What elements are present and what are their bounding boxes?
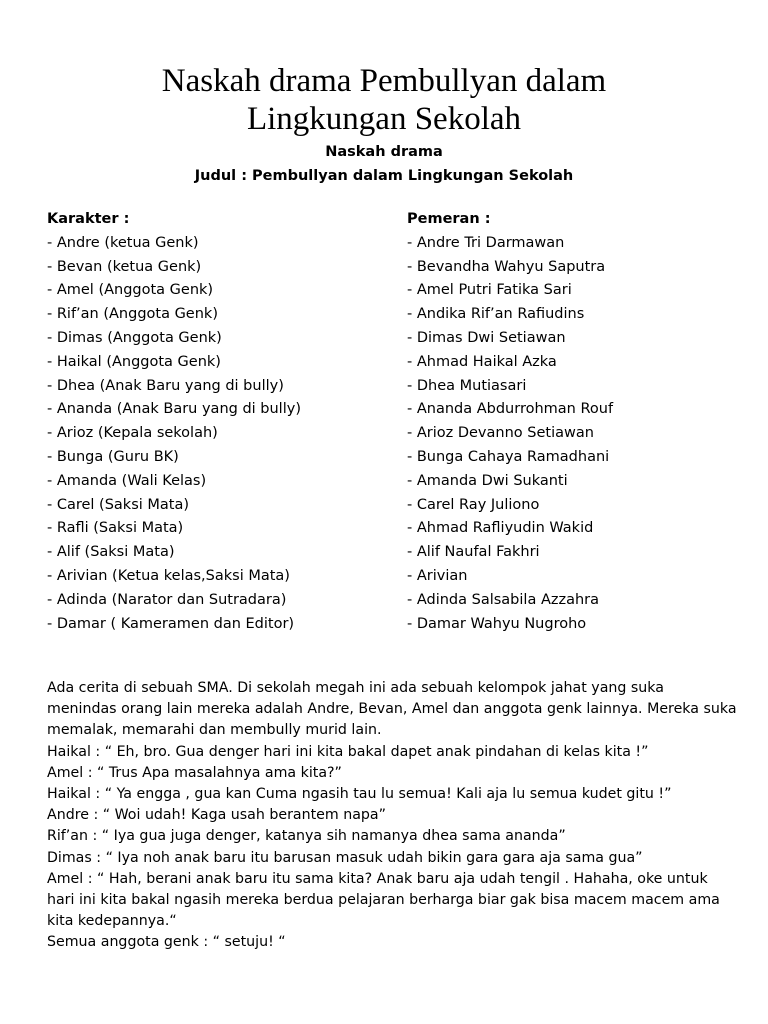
karakter-list [47, 232, 387, 637]
pemeran-header: Pemeran : [407, 211, 491, 227]
karakter-item: - Ananda (Anak Baru yang di bully) [47, 401, 301, 418]
pemeran-item: - Amanda Dwi Sukanti [407, 472, 568, 489]
karakter-item: - Alif (Saksi Mata) [47, 544, 175, 561]
narration-paragraph: Ada cerita di sebuah SMA. Di sekolah megah ini ada sebuah kelompok jahat yang suka menindas orang lain mereka adalah Andre, Bevan, Amel dan anggota genk lainnya. Mereka suka memalak, memarahi dan membully murid lain. [47, 680, 737, 739]
pemeran-column [407, 208, 747, 636]
pemeran-item: - Damar Wahyu Nugroho [407, 615, 587, 632]
document-subtitle: Naskah drama [325, 144, 443, 160]
dialogue-line: Amel : “ Trus Apa masalahnya ama kita?” [47, 764, 342, 781]
karakter-item: - Arivian (Ketua kelas,Saksi Mata) [47, 567, 290, 584]
dialogue-line: Andre : “ Woi udah! Kaga usah berantem napa” [47, 807, 386, 824]
pemeran-item: - Andre Tri Darmawan [407, 234, 565, 251]
pemeran-item: - Bevandha Wahyu Saputra [407, 258, 606, 275]
document-judul: Judul : Pembullyan dalam Lingkungan Sekolah [194, 168, 574, 184]
dialogue-line: Semua anggota genk : “ setuju! “ [47, 934, 286, 951]
karakter-item: - Amel (Anggota Genk) [47, 282, 214, 299]
karakter-item: - Rif’an (Anggota Genk) [47, 306, 218, 323]
pemeran-item: - Alif Naufal Fakhri [407, 544, 540, 561]
pemeran-item: - Bunga Cahaya Ramadhani [407, 448, 610, 465]
karakter-item: - Rafli (Saksi Mata) [47, 520, 184, 537]
karakter-item: - Bevan (ketua Genk) [47, 258, 202, 275]
karakter-item: - Damar ( Kameramen dan Editor) [47, 615, 295, 632]
pemeran-item: - Ananda Abdurrohman Rouf [407, 401, 614, 418]
pemeran-item: - Amel Putri Fatika Sari [407, 282, 572, 299]
karakter-item: - Adinda (Narator dan Sutradara) [47, 591, 287, 608]
script-body [47, 678, 737, 954]
karakter-column [47, 208, 387, 636]
karakter-item: - Arioz (Kepala sekolah) [47, 425, 218, 442]
pemeran-list [407, 232, 747, 637]
title-line-2: Lingkungan Sekolah [246, 101, 522, 137]
pemeran-item: - Arioz Devanno Setiawan [407, 425, 594, 442]
karakter-item: - Dimas (Anggota Genk) [47, 329, 222, 346]
dialogue-line: Haikal : “ Eh, bro. Gua denger hari ini kita bakal dapet anak pindahan di kelas kita !” [47, 743, 649, 760]
pemeran-item: - Ahmad Rafliyudin Wakid [407, 520, 594, 537]
pemeran-item: - Dhea Mutiasari [407, 377, 527, 394]
karakter-item: - Amanda (Wali Kelas) [47, 472, 207, 489]
karakter-item: - Andre (ketua Genk) [47, 234, 199, 251]
dialogue-line: Dimas : “ Iya noh anak baru itu barusan masuk udah bikin gara gara aja sama gua” [47, 849, 643, 866]
pemeran-item: - Arivian [407, 567, 468, 584]
dialogue-line: Haikal : “ Ya engga , gua kan Cuma ngasih tau lu semua! Kali aja lu semua kudet gitu !” [47, 786, 672, 803]
pemeran-item: - Andika Rif’an Rafiudins [407, 306, 585, 323]
pemeran-item: - Adinda Salsabila Azzahra [407, 591, 600, 608]
document-title [0, 62, 768, 138]
dialogue-line: Amel : “ Hah, berani anak baru itu sama kita? Anak baru aja udah tengil . Hahaha, oke untuk hari ini kita bakal ngasih mereka berdua pelajaran berharga biar gak bisa macem macem ama kita kedepannya.“ [47, 870, 720, 930]
dialogue-line: Rif’an : “ Iya gua juga denger, katanya sih namanya dhea sama ananda” [47, 828, 566, 845]
pemeran-item: - Carel Ray Juliono [407, 496, 540, 513]
title-line-1: Naskah drama Pembullyan dalam [161, 63, 607, 99]
pemeran-item: - Ahmad Haikal Azka [407, 353, 557, 370]
karakter-item: - Carel (Saksi Mata) [47, 496, 190, 513]
karakter-item: - Dhea (Anak Baru yang di bully) [47, 377, 284, 394]
karakter-item: - Bunga (Guru BK) [47, 448, 179, 465]
karakter-header: Karakter : [47, 211, 130, 227]
pemeran-item: - Dimas Dwi Setiawan [407, 329, 566, 346]
karakter-item: - Haikal (Anggota Genk) [47, 353, 221, 370]
